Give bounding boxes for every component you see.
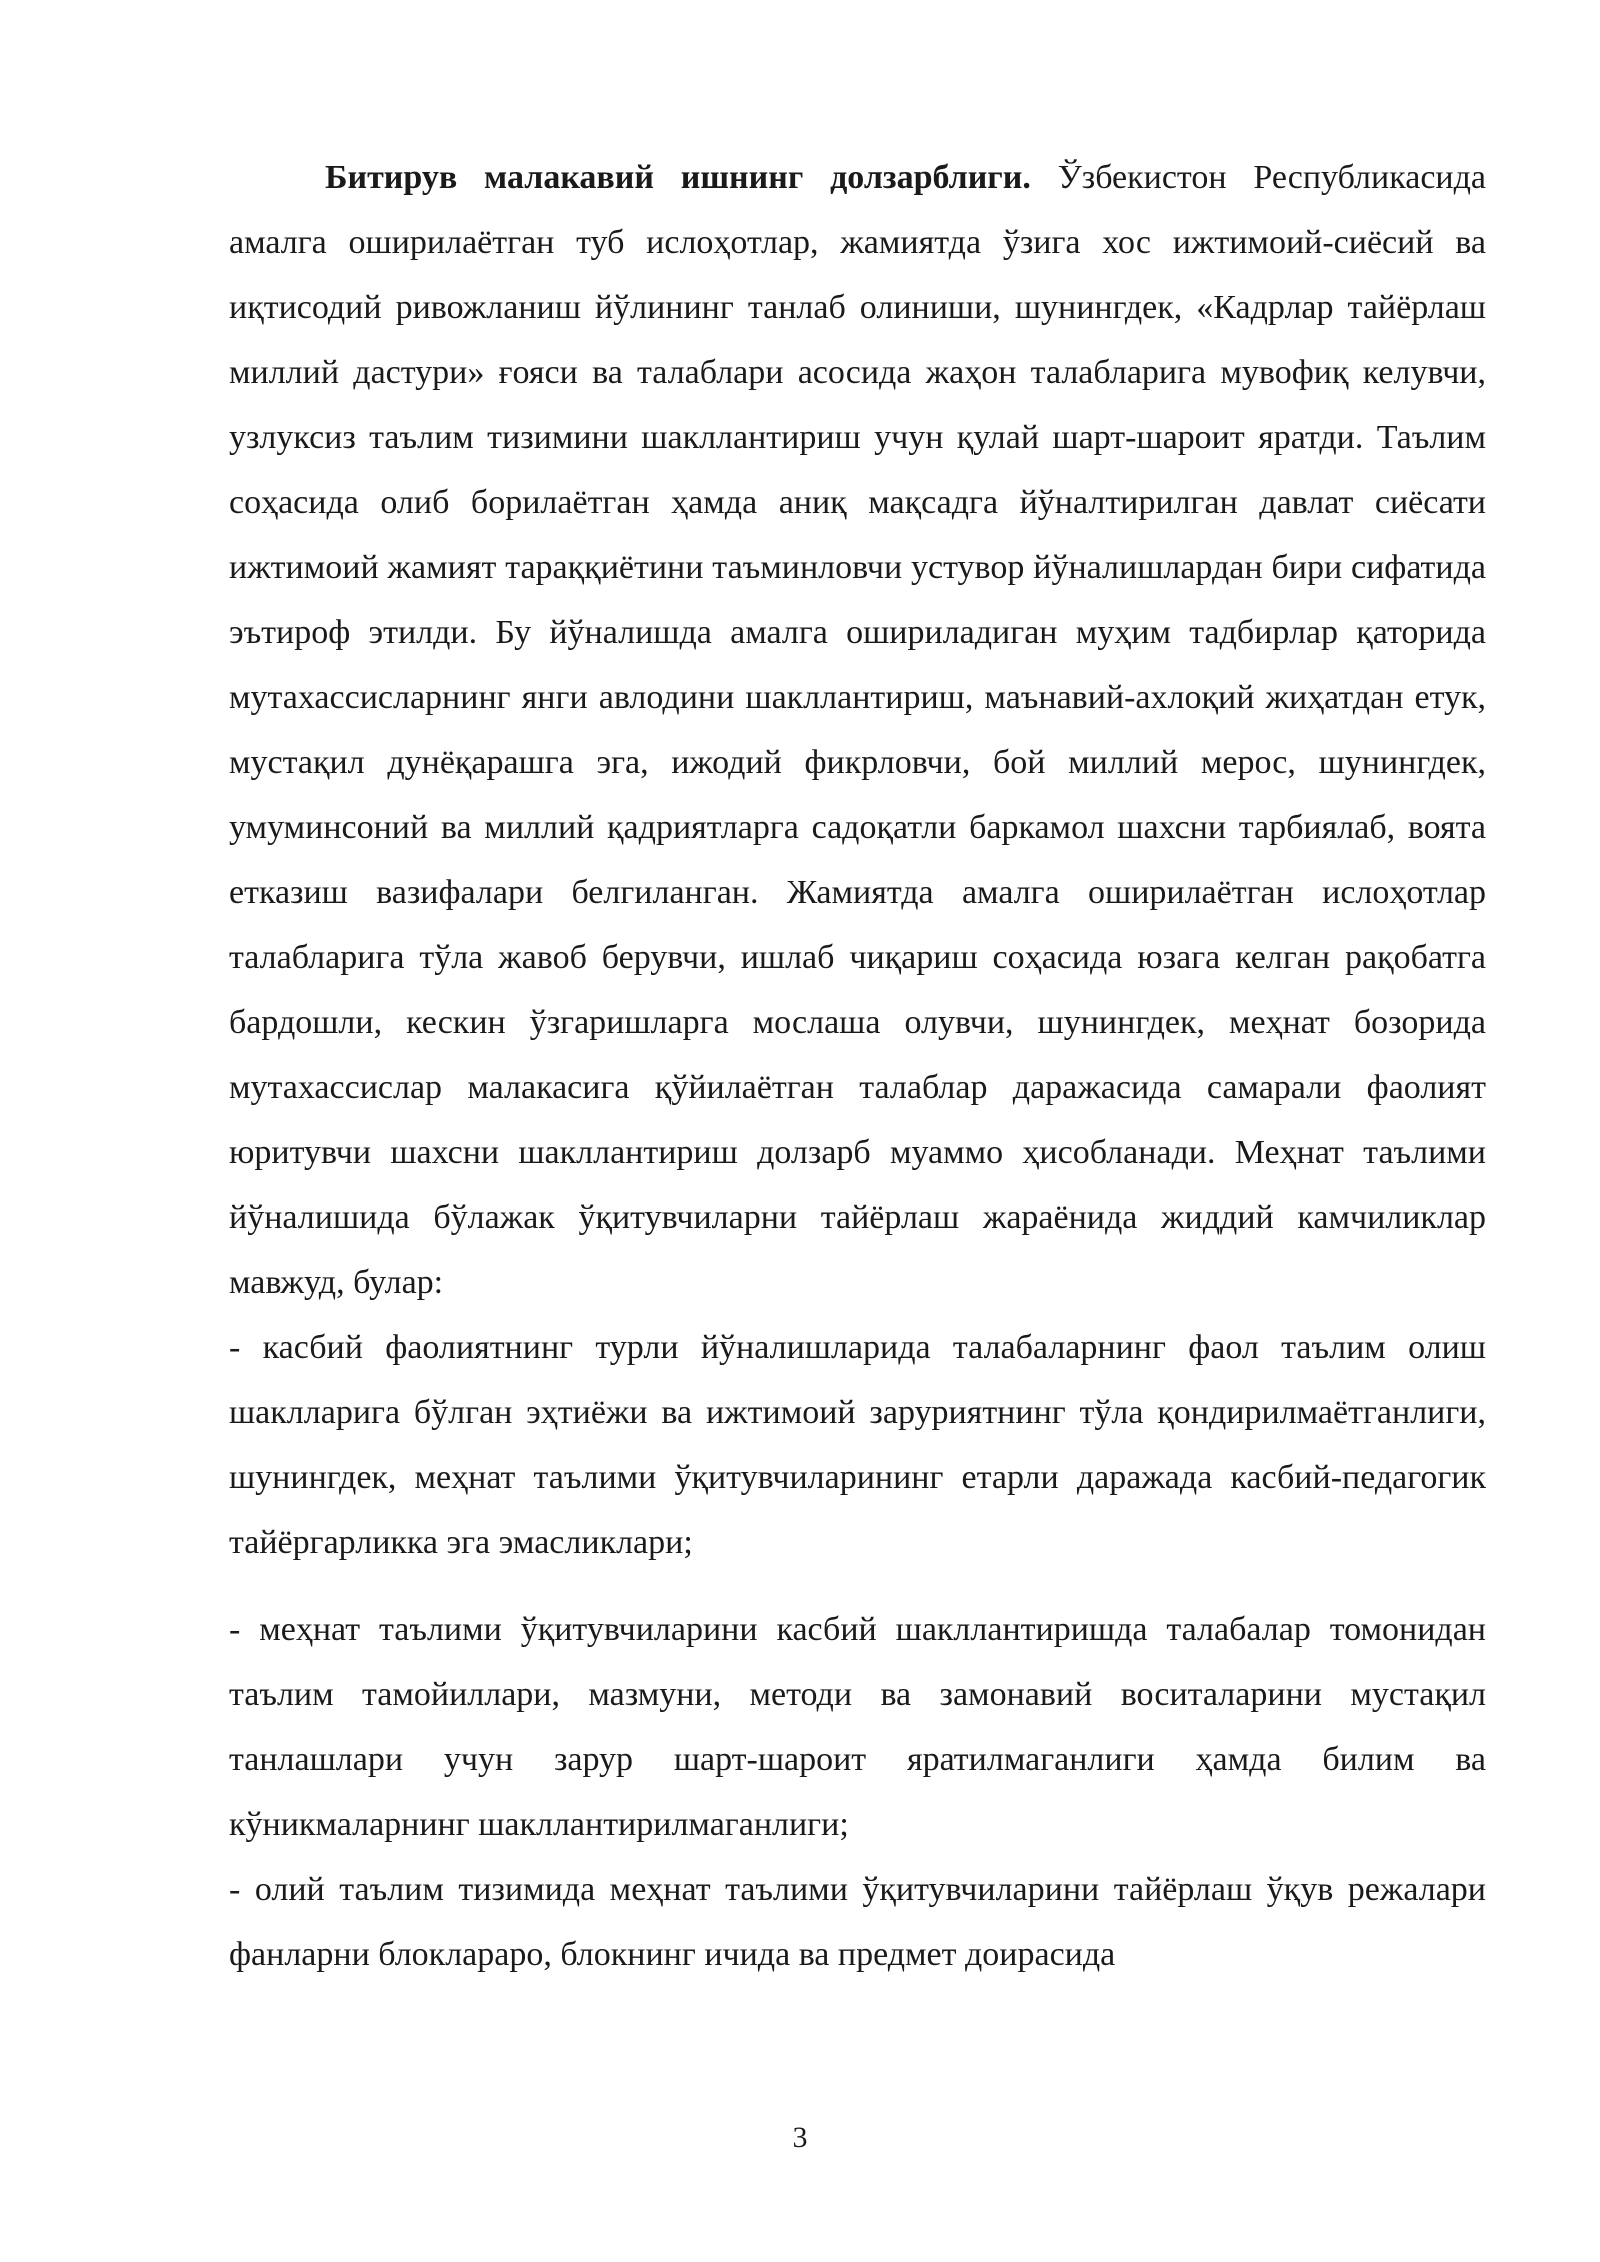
list-item: - олий таълим тизимида меҳнат таълими ўқитувчиларини тайёрлаш ўқув режалари фанларни блоклараро, блокнинг ичида ва предмет доирасида — [229, 1871, 1486, 1973]
document-body — [229, 145, 1486, 1987]
page-number: 3 — [792, 2121, 808, 2154]
section-heading: Битирув малакавий ишнинг долзарблиги. — [325, 159, 1031, 196]
intro-paragraph — [229, 145, 1486, 1315]
list-item: - касбий фаолиятнинг турли йўналишларида талабаларнинг фаол таълим олиш шаклларига бўлган эҳтиёжи ва ижтимоий заруриятнинг тўла қондирилмаётганлиги, шунингдек, меҳнат таълими ўқитувчиларининг етарли даражада касбий-педагогик тайёргарликка эга эмасликлари; — [229, 1329, 1486, 1561]
list-item: - меҳнат таълими ўқитувчиларини касбий шакллантиришда талабалар томонидан таълим тамойиллари, мазмуни, методи ва замонавий воситаларини мустақил танлашлари учун зарур шарт-шароит яратилмаганлиги ҳамда билим ва кўникмаларнинг шакллантирилмаганлиги; — [229, 1611, 1486, 1843]
intro-text: Ўзбекистон Республикасида амалга оширилаётган туб ислоҳотлар, жамиятда ўзига хос ижтимоий-сиёсий ва иқтисодий ривожланиш йўлининг танлаб олиниши, шунингдек, «Кадрлар тайёрлаш миллий дастури» ғояси ва талаблари асосида жаҳон талабларига мувофиқ келувчи, узлуксиз таълим тизимини шакллантириш учун қулай шарт-шароит яратди. Таълим соҳасида олиб борилаётган ҳамда аниқ мақсадга йўналтирилган давлат сиёсати ижтимоий жамият тараққиётини таъминловчи устувор йўналишлардан бири сифатида эътироф этилди. Бу йўналишда амалга ошириладиган муҳим тадбирлар қаторида мутахассисларнинг янги авлодини шакллантириш, маънавий-ахлоқий жиҳатдан етук, мустақил дунёқарашга эга, ижодий фикрловчи, бой миллий мерос, шунингдек, умуминсоний ва миллий қадриятларга садоқатли баркамол шахсни тарбиялаб, воята етказиш вазифалари белгиланган. Жамиятда амалга оширилаётган ислоҳотлар талабларига тўла жавоб берувчи, ишлаб чиқариш соҳасида юзага келган рақобатга бардошли, кескин ўзгаришларга мослаша олувчи, шунингдек, меҳнат бозорида мутахассислар малакасига қўйилаётган талаблар даражасида самарали фаолият юритувчи шахсни шакллантириш долзарб муаммо ҳисобланади. Меҳнат таълими йўналишида бўлажак ўқитувчиларни тайёрлаш жараёнида жиддий камчиликлар мавжуд, булар: — [229, 159, 1486, 1301]
